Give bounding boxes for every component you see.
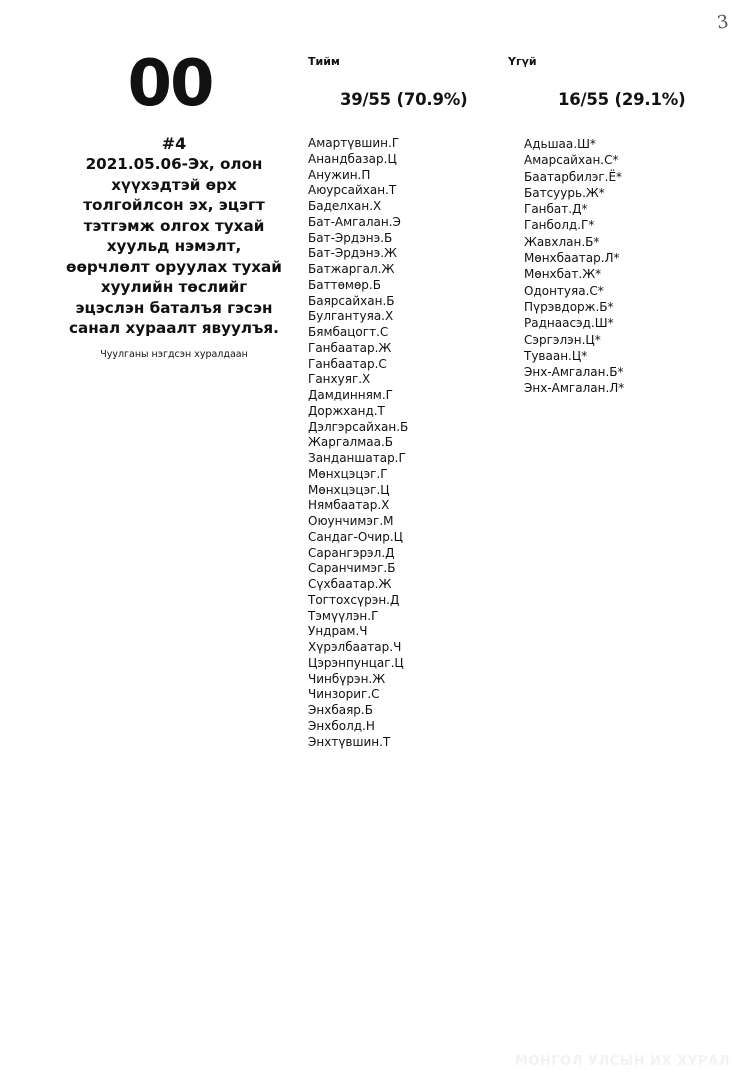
yes-voter-name: Нямбаатар.Х bbox=[308, 498, 390, 513]
yes-voter-name: Батжаргал.Ж bbox=[308, 262, 395, 276]
yes-voter-name: Сарангэрэл.Д bbox=[308, 545, 395, 560]
yes-voter-name: Доржханд.Т bbox=[308, 403, 385, 418]
no-voter-name: Пүрэвдорж.Б* bbox=[524, 299, 614, 314]
no-voter-list bbox=[524, 136, 624, 397]
no-voter-name: Мөнхбаатар.Л* bbox=[524, 251, 620, 266]
session-label: Чуулганы нэгдсэн хуралдаан bbox=[100, 348, 248, 360]
no-voter-name: Сэргэлэн.Ц* bbox=[524, 332, 601, 347]
yes-voter-name: Энхбаяр.Б bbox=[308, 703, 373, 717]
yes-voter-name: Хүрэлбаатар.Ч bbox=[308, 640, 402, 654]
yes-voter-name: Мөнхцэцэг.Ц bbox=[308, 482, 390, 497]
yes-voter-name: Чинзориг.С bbox=[308, 687, 380, 702]
no-voter-name: Ганболд.Г* bbox=[524, 218, 595, 233]
no-voter-name: Адьшаа.Ш* bbox=[524, 137, 596, 151]
no-voter-name: Батсуурь.Ж* bbox=[524, 185, 605, 200]
yes-voter-name: Мөнхцэцэг.Г bbox=[308, 466, 388, 481]
no-voter-name: Амарсайхан.С* bbox=[524, 153, 619, 168]
watermark: МОНГОЛ УЛСЫН ИХ ХУРАЛ bbox=[514, 1054, 730, 1069]
no-voter-name: Энх-Амгалан.Л* bbox=[524, 381, 625, 396]
yes-voter-name: Дамдинням.Г bbox=[308, 388, 393, 402]
motion-number: #4 bbox=[161, 134, 187, 153]
yes-voter-name: Оюунчимэг.М bbox=[308, 514, 394, 528]
yes-voter-name: Тогтохсүрэн.Д bbox=[308, 592, 400, 607]
yes-voter-name: Чинбүрэн.Ж bbox=[308, 671, 386, 686]
yes-voter-name: Амартүвшин.Г bbox=[308, 136, 400, 150]
yes-voter-name: Ганбаатар.Ж bbox=[308, 340, 392, 355]
no-voter-name: Баатарбилэг.Ё* bbox=[524, 169, 623, 184]
yes-voter-name: Саранчимэг.Б bbox=[308, 561, 396, 576]
yes-voter-name: Сүхбаатар.Ж bbox=[308, 577, 392, 591]
yes-voter-name: Булгантуяа.Х bbox=[308, 309, 394, 324]
yes-voter-name: Сандаг-Очир.Ц bbox=[308, 529, 403, 544]
page-corner-mark: 3 bbox=[715, 11, 730, 34]
yes-voter-name: Ундрам.Ч bbox=[308, 624, 368, 639]
yes-voter-name: Баделхан.Х bbox=[308, 199, 382, 213]
yes-voter-name: Бат-Эрдэнэ.Б bbox=[308, 230, 393, 245]
yes-voter-name: Занданшатар.Г bbox=[308, 451, 406, 465]
motion-text: 2021.05.06-Эх, олон хүүхэдтэй өрх толгойлсон эх, эцэгт тэтгэмж олгох тухай хуульд нэмэлт, өөрчлөлт оруулах тухай хуулийн төслийг эцэслэн баталъя гэсэн санал хураалт явуулъя. bbox=[66, 155, 282, 337]
no-voter-name: Жавхлан.Б* bbox=[524, 234, 600, 249]
yes-voter-name: Бат-Эрдэнэ.Ж bbox=[308, 246, 397, 261]
yes-voter-name: Анужин.П bbox=[308, 167, 371, 182]
yes-voter-name: Анандбазар.Ц bbox=[308, 151, 397, 166]
yes-voter-list bbox=[308, 136, 408, 750]
no-result: 16/55 (29.1%) bbox=[558, 90, 686, 109]
yes-voter-name: Ганбаатар.С bbox=[308, 356, 387, 371]
yes-result: 39/55 (70.9%) bbox=[340, 90, 468, 109]
no-voter-name: Раднаасэд.Ш* bbox=[524, 316, 614, 331]
yes-voter-name: Баярсайхан.Б bbox=[308, 293, 395, 308]
yes-voter-name: Жаргалмаа.Б bbox=[308, 435, 394, 450]
no-voter-name: Ганбат.Д* bbox=[524, 202, 588, 217]
motion-id: 00 bbox=[127, 47, 213, 121]
no-voter-name: Туваан.Ц* bbox=[524, 348, 588, 363]
no-column-header: Үгүй bbox=[508, 55, 537, 68]
yes-voter-name: Тэмүүлэн.Г bbox=[308, 608, 379, 623]
yes-voter-name: Аюурсайхан.Т bbox=[308, 183, 397, 198]
yes-voter-name: Дэлгэрсайхан.Б bbox=[308, 419, 409, 434]
yes-voter-name: Бат-Амгалан.Э bbox=[308, 214, 401, 229]
no-voter-name: Мөнхбат.Ж* bbox=[524, 267, 602, 282]
no-voter-name: Энх-Амгалан.Б* bbox=[524, 365, 624, 380]
yes-voter-name: Ганхуяг.Х bbox=[308, 372, 371, 387]
yes-voter-name: Энхболд.Н bbox=[308, 718, 375, 733]
yes-voter-name: Цэрэнпунцаг.Ц bbox=[308, 655, 404, 670]
yes-voter-name: Бямбацогт.С bbox=[308, 325, 389, 339]
motion-block bbox=[62, 134, 286, 360]
yes-column-header: Тийм bbox=[308, 55, 340, 68]
yes-voter-name: Энхтүвшин.Т bbox=[308, 734, 391, 749]
no-voter-name: Одонтуяа.С* bbox=[524, 283, 604, 298]
yes-voter-name: Баттөмөр.Б bbox=[308, 277, 381, 292]
